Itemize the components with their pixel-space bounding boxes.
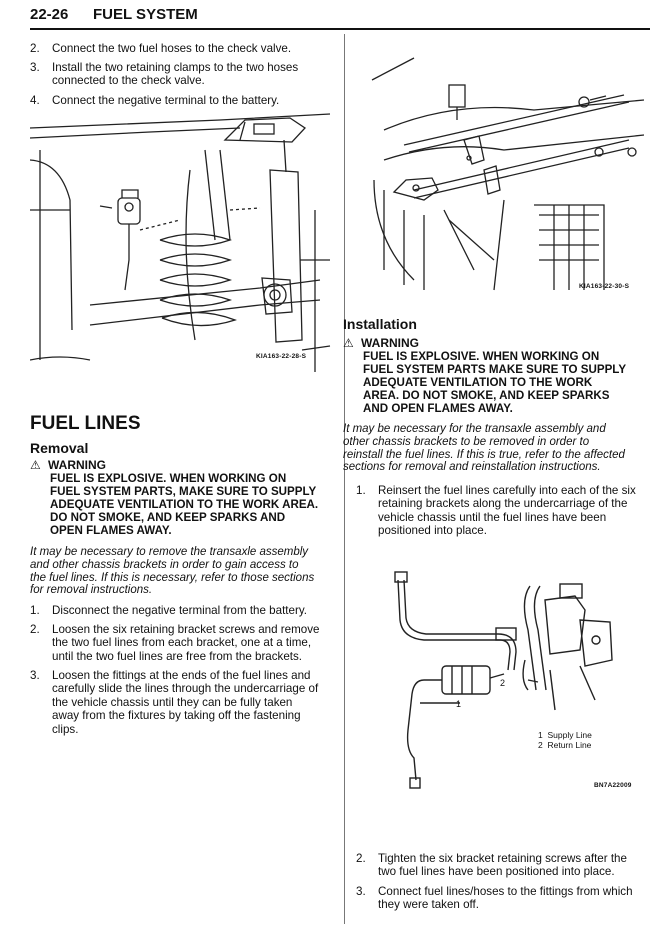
- column-divider: [344, 34, 345, 924]
- figure-code-1: KIA163-22-28-S: [256, 353, 307, 360]
- removal-step-3: 3. Loosen the fittings at the ends of the fuel lines and carefully slide the lines through the undercarriage of the vehicle chassis until they can be fully taken away from the fixtures by taking off the fastening clips.: [30, 669, 319, 736]
- figure-suspension-check-valve: [30, 110, 335, 372]
- subheading-removal: Removal: [30, 440, 89, 456]
- figure-code-3: BN7A22009: [594, 782, 632, 789]
- install-step-3: 3. Connect fuel lines/hoses to the fittings from which they were taken off.: [356, 885, 633, 912]
- note-removal: It may be necessary to remove the transaxle assembly and other chassis brackets in order to gain access to the fuel lines. If this is necessary, refer to those sections for removal instructions.: [30, 546, 315, 597]
- warning-text-removal: FUEL IS EXPLOSIVE. WHEN WORKING ON FUEL SYSTEM PARTS, MAKE SURE TO SUPPLY ADEQUATE VENTILATION TO THE WORK AREA. DO NOT SMOKE, AND KEEP SPARKS AND OPEN FLAMES AWAY.: [50, 472, 319, 537]
- legend-item-1: 1 Supply Line: [538, 730, 592, 740]
- figure-legend: [538, 730, 592, 750]
- page-header: [30, 4, 650, 30]
- warning-text-installation: FUEL IS EXPLOSIVE. WHEN WORKING ON FUEL SYSTEM PARTS MAKE SURE TO SUPPLY ADEQUATE VENTILATION TO THE WORK AREA. DO NOT SMOKE, AND KEEP SPARKS AND OPEN FLAMES AWAY.: [363, 350, 627, 415]
- subheading-installation: Installation: [343, 316, 417, 332]
- step-3-install-clamps: 3. Install the two retaining clamps to the two hoses connected to the check valve.: [30, 61, 299, 87]
- figure-supply-return-lines: [380, 560, 650, 810]
- section-title: FUEL SYSTEM: [93, 6, 198, 23]
- callout-1: 1: [456, 699, 462, 709]
- fuel-line-bracket-illustration: [354, 40, 644, 298]
- removal-step-2: 2. Loosen the six retaining bracket screws and remove the two fuel lines from each bracket, one at a time, until the two fuel lines are free from the brackets.: [30, 623, 320, 663]
- note-installation: It may be necessary for the transaxle assembly and other chassis brackets to be removed in order to reinstall the fuel lines. If this is true, refer to the affected sections for removal and reinstallation instructions.: [343, 423, 625, 474]
- install-step-2: 2. Tighten the six bracket retaining screws after the two fuel lines have been positioned into place.: [356, 852, 627, 879]
- supply-return-line-illustration: [380, 560, 650, 810]
- warning-triangle-icon: ⚠: [343, 336, 354, 350]
- install-step-1: 1. Reinsert the fuel lines carefully into each of the six retaining brackets along the undercarriage of the vehicle chassis until the fuel lines have been positioned into place.: [356, 484, 636, 538]
- warning-triangle-icon: ⚠: [30, 458, 41, 472]
- legend-item-2: 2 Return Line: [538, 740, 592, 750]
- section-heading-fuel-lines: FUEL LINES: [30, 413, 141, 434]
- suspension-illustration: [30, 110, 335, 372]
- figure-fuel-line-brackets: [354, 40, 644, 298]
- figure-code-2: KIA163-22-30-S: [579, 283, 630, 290]
- callout-2: 2: [500, 678, 506, 688]
- page-number: 22-26: [30, 6, 69, 23]
